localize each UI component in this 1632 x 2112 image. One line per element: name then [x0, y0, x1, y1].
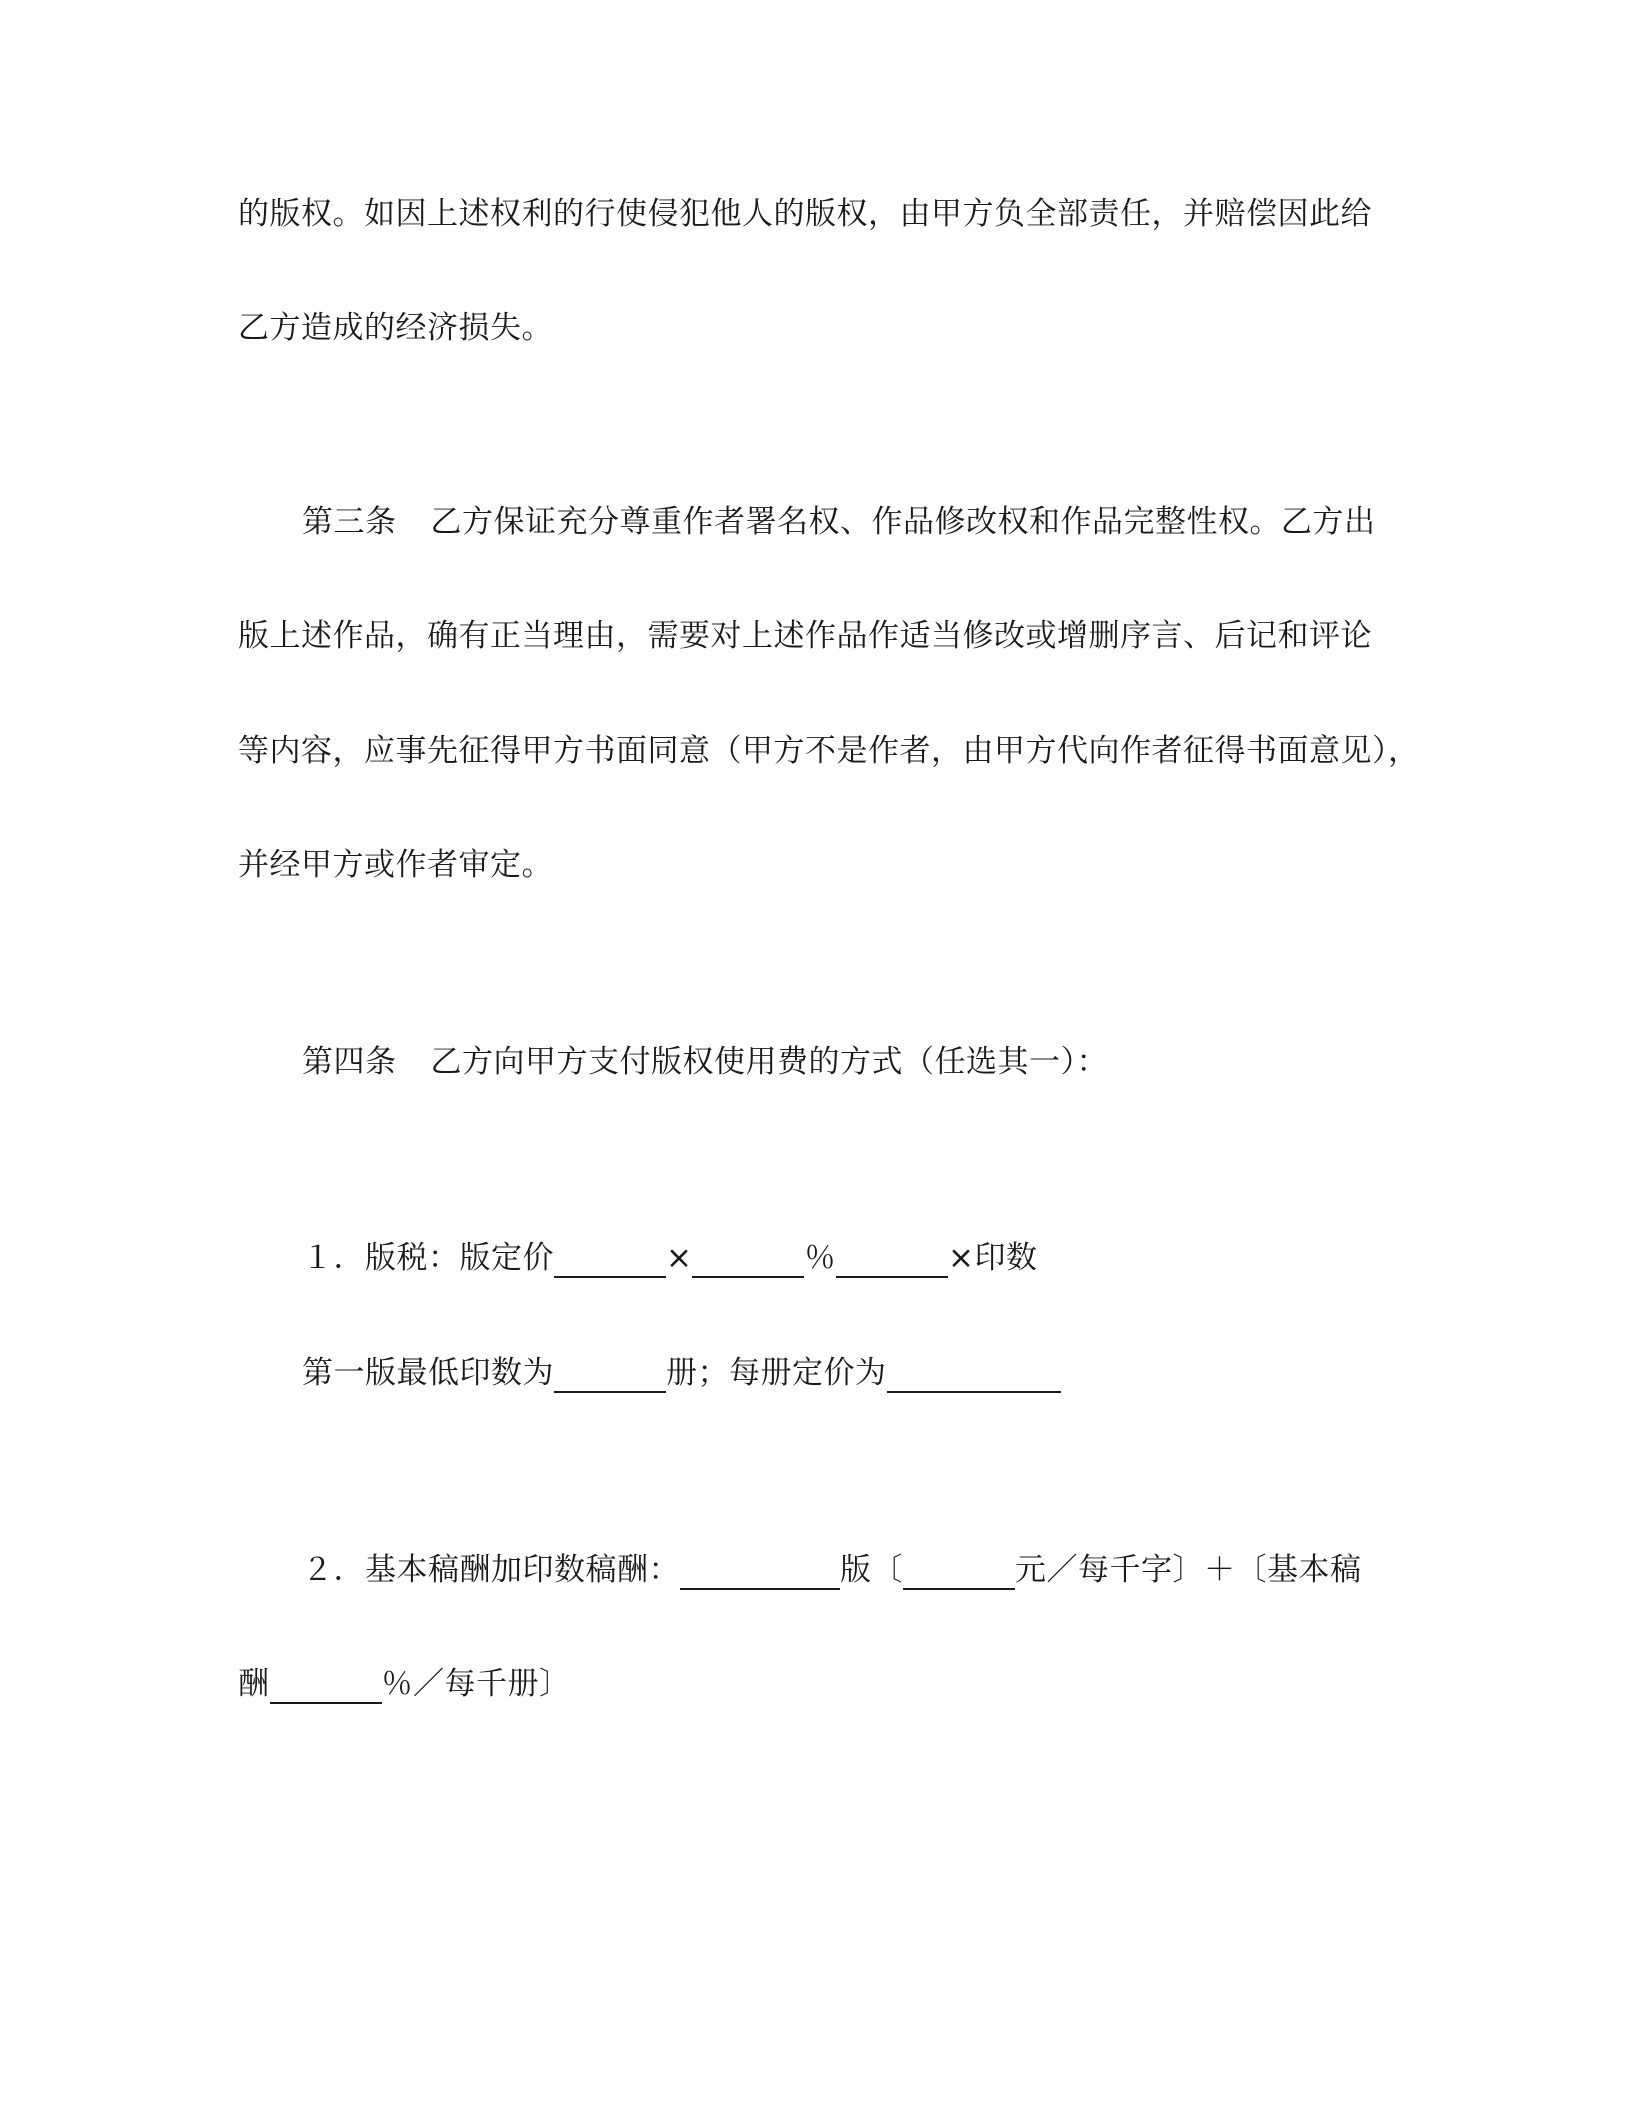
text: 等内容，应事先征得甲方书面同意（甲方不是作者，由甲方代向作者征得书面意见），	[238, 733, 1420, 769]
text: 版上述作品，确有正当理由，需要对上述作品作适当修改或增删序言、后记和评论	[238, 618, 1372, 654]
text: ％／每千册〕	[381, 1666, 571, 1702]
article-4-line	[302, 1042, 1108, 1082]
paragraph-line	[238, 731, 1420, 771]
text: ×	[666, 1240, 693, 1276]
text: 册；每册定价为	[666, 1355, 887, 1391]
item-1-line	[302, 1238, 1037, 1278]
paragraph-line	[238, 308, 553, 348]
text: 的版权。如因上述权利的行使侵犯他人的版权，由甲方负全部责任，并赔偿因此给	[238, 196, 1372, 232]
text: 第一版最低印数为	[302, 1355, 554, 1391]
paragraph-line	[238, 845, 553, 885]
fill-blank[interactable]	[554, 1242, 666, 1278]
paragraph-line	[238, 616, 1372, 656]
fill-blank[interactable]	[554, 1357, 666, 1393]
text: 并经甲方或作者审定。	[238, 847, 553, 883]
item-2-line-2	[238, 1664, 571, 1704]
paragraph-line	[238, 194, 1372, 234]
fill-blank[interactable]	[887, 1357, 1061, 1393]
article-4-heading: 第四条	[302, 1044, 397, 1080]
article-3-line	[302, 502, 1376, 542]
text: ２．基本稿酬加印数稿酬：	[302, 1552, 680, 1588]
text: 乙方向甲方支付版权使用费的方式（任选其一）：	[430, 1044, 1108, 1080]
text: 元／每千字〕＋〔基本稿	[1015, 1552, 1362, 1588]
fill-blank[interactable]	[270, 1668, 382, 1704]
text: １．版税：版定价	[302, 1240, 554, 1276]
text: 版〔	[840, 1552, 903, 1588]
fill-blank[interactable]	[692, 1242, 804, 1278]
text: 酬	[238, 1666, 270, 1702]
fill-blank[interactable]	[836, 1242, 948, 1278]
text: 乙方造成的经济损失。	[238, 310, 553, 346]
article-3-heading: 第三条	[302, 504, 397, 540]
fill-blank[interactable]	[680, 1554, 840, 1590]
text: 乙方保证充分尊重作者署名权、作品修改权和作品完整性权。乙方出	[430, 504, 1376, 540]
text: ×印数	[947, 1240, 1038, 1276]
item-1-line-2	[302, 1353, 1061, 1393]
item-2-line	[302, 1550, 1362, 1590]
fill-blank[interactable]	[903, 1554, 1015, 1590]
text: ％	[804, 1240, 836, 1276]
